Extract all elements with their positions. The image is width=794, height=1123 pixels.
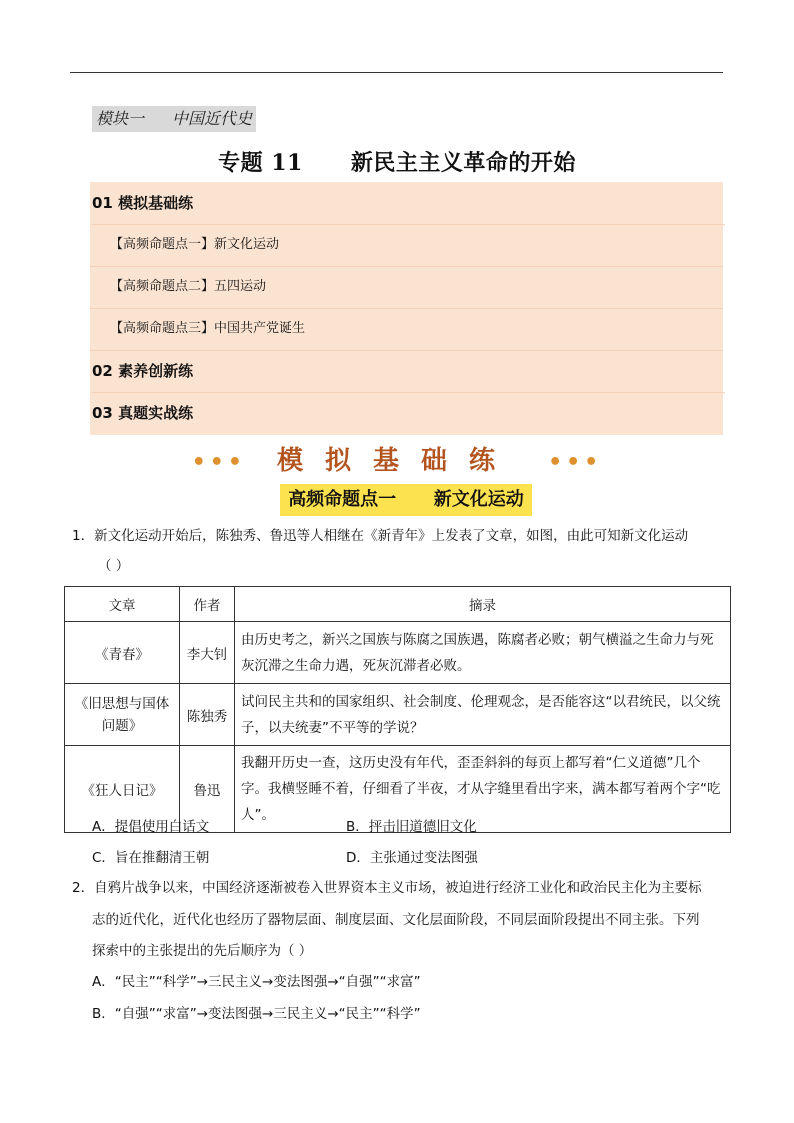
module-tag — [92, 106, 256, 132]
header-rule — [70, 72, 723, 73]
table-cell-excerpt: 试问民主共和的国家组织、社会制度、伦理观念，是否能容这“以君统民，以父统子，以夫统妻”不平等的学说？ — [235, 684, 731, 746]
title-number: 专题 11 — [218, 150, 303, 176]
page-title — [0, 146, 794, 177]
table-header: 作者 — [180, 587, 235, 622]
q2-option-a: A．“民主”“科学”→三民主义→变法图强→“自强”“求富” — [92, 974, 421, 990]
banner-text: 模拟基础练 — [276, 446, 517, 476]
table-cell-author: 陈独秀 — [180, 684, 235, 746]
q1-option-a: A．提倡使用白话文 — [92, 819, 210, 835]
toc-section-02: 02 素养创新练 — [92, 350, 725, 393]
q2-stem-line3: 探索中的主张提出的先后顺序为（ ） — [92, 943, 313, 959]
table-cell-article: 《旧思想与国体问题》 — [65, 684, 180, 746]
table-cell-excerpt: 由历史考之，新兴之国族与陈腐之国族遇，陈腐者必败；朝气横溢之生命力与死灰沉滞之生命力遇，死灰沉滞者必败。 — [235, 622, 731, 684]
title-text: 新民主主义革命的开始 — [350, 151, 576, 176]
banner-dots-right: ••• — [548, 450, 603, 475]
table-header: 摘录 — [235, 587, 731, 622]
toc-item-3: 【高频命题点三】中国共产党诞生 — [90, 308, 723, 351]
toc-section-03: 03 真题实战练 — [92, 404, 194, 422]
q1-option-c: C．旨在推翻清王朝 — [92, 850, 210, 866]
q1-stem: 1．新文化运动开始后，陈独秀、鲁迅等人相继在《新青年》上发表了文章，如图，由此可知新文化运动 — [72, 528, 689, 544]
subsection-heading: 高频命题点一 新文化运动 — [280, 484, 532, 516]
table-cell-article: 《狂人日记》 — [65, 746, 180, 833]
table-cell-article: 《青春》 — [65, 622, 180, 684]
toc-item-2: 【高频命题点二】五四运动 — [90, 266, 723, 309]
table-row — [65, 684, 731, 746]
table-cell-excerpt: 我翻开历史一查，这历史没有年代，歪歪斜斜的每页上都写着“仁义道德”几个字。我横竖睡不着，仔细看了半夜，才从字缝里看出字来，满本都写着两个字“吃人”。 — [235, 746, 731, 833]
q2-stem-line1: 2．自鸦片战争以来，中国经济逐渐被卷入世界资本主义市场，被迫进行经济工业化和政治民主化为主要标 — [72, 880, 702, 896]
module-label: 模块一 — [96, 109, 145, 128]
table-of-contents — [90, 182, 723, 435]
table-header: 文章 — [65, 587, 180, 622]
table-header-row — [65, 587, 731, 622]
q1-option-b: B．抨击旧道德旧文化 — [346, 819, 477, 835]
table-cell-author: 李大钊 — [180, 622, 235, 684]
q1-table — [64, 586, 731, 833]
q1-option-d: D．主张通过变法图强 — [346, 850, 478, 866]
section-banner — [0, 440, 794, 477]
q2-stem-line2: 志的近代化，近代化也经历了器物层面、制度层面、文化层面阶段，不同层面阶段提出不同主张。下列 — [92, 912, 700, 928]
module-topic: 中国近代史 — [172, 109, 253, 128]
toc-section-01: 01 模拟基础练 — [92, 182, 725, 225]
toc-item-1: 【高频命题点一】新文化运动 — [90, 224, 723, 267]
q2-option-b: B．“自强”“求富”→变法图强→三民主义→“民主”“科学” — [92, 1006, 421, 1022]
table-row — [65, 622, 731, 684]
q1-paren: （ ） — [98, 558, 130, 574]
table-cell-author: 鲁迅 — [180, 746, 235, 833]
banner-dots-left: ••• — [191, 450, 246, 475]
